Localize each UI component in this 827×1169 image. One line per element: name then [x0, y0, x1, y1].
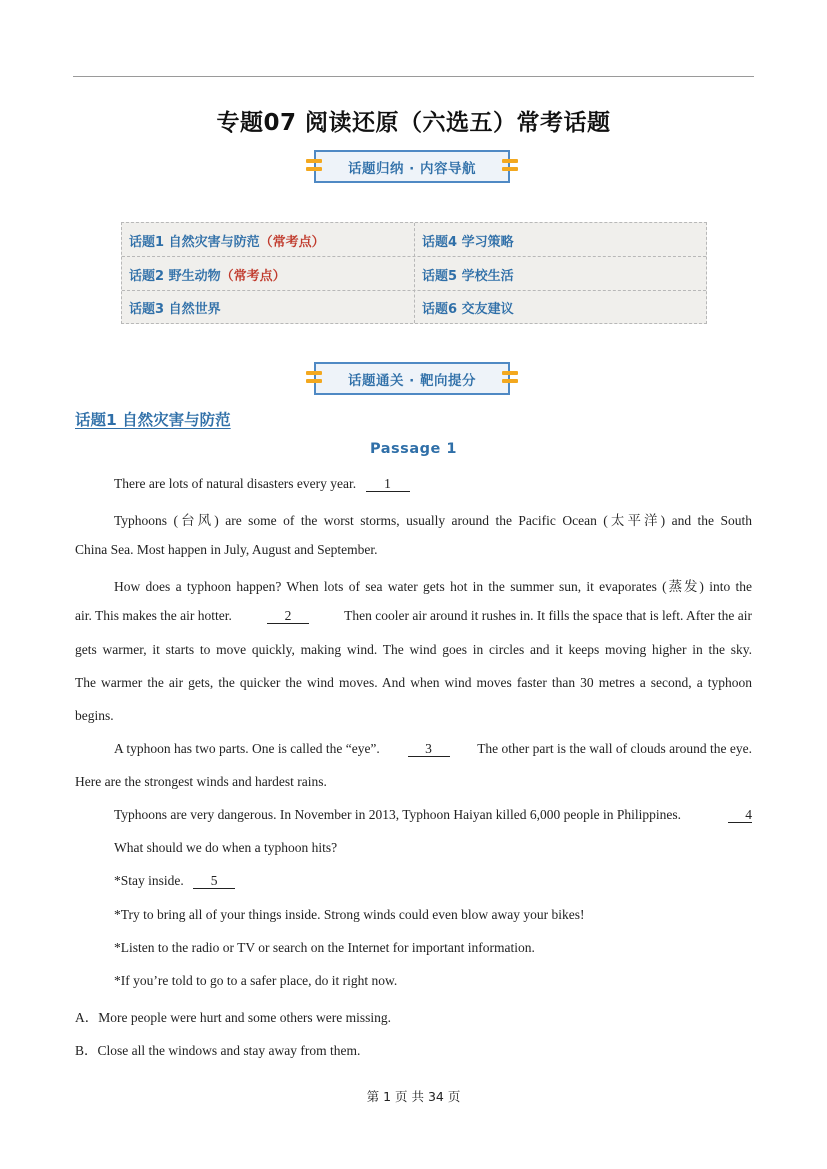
paragraph-line: Typhoons are very dangerous. In November in 2013, Typhoon Haiyan killed 6,000 people in Philippines. 4 [114, 807, 752, 822]
option-text: More people were hurt and some others were missing. [98, 1010, 392, 1025]
page-title: 专题07 阅读还原（六选五）常考话题 [216, 110, 611, 136]
blank-3[interactable]: 3 [408, 741, 450, 757]
paragraph-line: gets warmer, it starts to move quickly, making wind. The wind goes in circles and it keeps moving higher in the sky. [75, 642, 752, 657]
nav-banner-label: 话题归纳 · 内容导航 [347, 160, 477, 177]
banner-left-decoration [306, 159, 322, 173]
practice-banner-label: 话题通关 · 靶向提分 [347, 372, 477, 389]
topic-item-3[interactable]: 话题3 自然世界 [129, 301, 221, 317]
topic-item-5[interactable]: 话题5 学校生活 [422, 268, 514, 284]
topic-item-6[interactable]: 话题6 交友建议 [422, 301, 514, 317]
practice-banner [314, 362, 510, 395]
paragraph-line: *Stay inside. 5 [114, 873, 235, 889]
topic-item-2[interactable]: 话题2 野生动物 （常考点） [129, 268, 286, 284]
passage-title: Passage 1 [370, 441, 457, 457]
paragraph-line: China Sea. Most happen in July, August and September. [75, 542, 378, 557]
paragraph-line: The warmer the air gets, the quicker the wind moves. And when wind moves faster than 30 metres a second, a typhoon [75, 675, 752, 690]
option-text: Close all the windows and stay away from them. [97, 1043, 361, 1058]
banner-right-decoration [502, 159, 518, 173]
topic-item-1[interactable]: 话题1 自然灾害与防范 （常考点） [129, 234, 325, 250]
paragraph-line: A typhoon has two parts. One is called the “eye”. 3 The other part is the wall of clouds around the eye. [114, 741, 752, 756]
blank-1[interactable]: 1 [366, 476, 410, 492]
page-footer: 第 1 页 共 34 页 [366, 1089, 461, 1104]
paragraph-line: There are lots of natural disasters every year. 1 [114, 476, 410, 492]
blank-4[interactable]: 4 [728, 807, 752, 823]
blank-5[interactable]: 5 [193, 873, 235, 889]
header-rule [73, 76, 754, 77]
paragraph-line: air. This makes the air hotter. 2 Then cooler air around it rushes in. It fills the space that is left. After the air [75, 608, 752, 623]
banner-right-decoration [502, 371, 518, 385]
option-letter: B． [75, 1043, 98, 1058]
option-b[interactable] [75, 1039, 360, 1059]
section-heading: 话题1 自然灾害与防范 [75, 411, 231, 429]
paragraph-line: *If you’re told to go to a safer place, do it right now. [114, 973, 398, 988]
paragraph-line: Typhoons (台风) are some of the worst storms, usually around the Pacific Ocean (太平洋) and the South [114, 513, 752, 528]
topic-table [121, 222, 707, 324]
paragraph-line: begins. [75, 708, 114, 723]
nav-banner [314, 150, 510, 183]
topic-item-4[interactable]: 话题4 学习策略 [422, 234, 514, 250]
paragraph-line: *Try to bring all of your things inside. Strong winds could even blow away your bikes! [114, 907, 585, 922]
option-letter: A． [75, 1010, 99, 1025]
banner-left-decoration [306, 371, 322, 385]
paragraph-line: *Listen to the radio or TV or search on the Internet for important information. [114, 940, 535, 955]
paragraph-line: How does a typhoon happen? When lots of sea water gets hot in the summer sun, it evaporates (蒸发) into the [114, 579, 752, 594]
blank-2[interactable]: 2 [267, 608, 309, 624]
paragraph-line: Here are the strongest winds and hardest rains. [75, 774, 327, 789]
option-a[interactable] [75, 1006, 391, 1026]
paragraph-line: What should we do when a typhoon hits? [114, 840, 338, 855]
